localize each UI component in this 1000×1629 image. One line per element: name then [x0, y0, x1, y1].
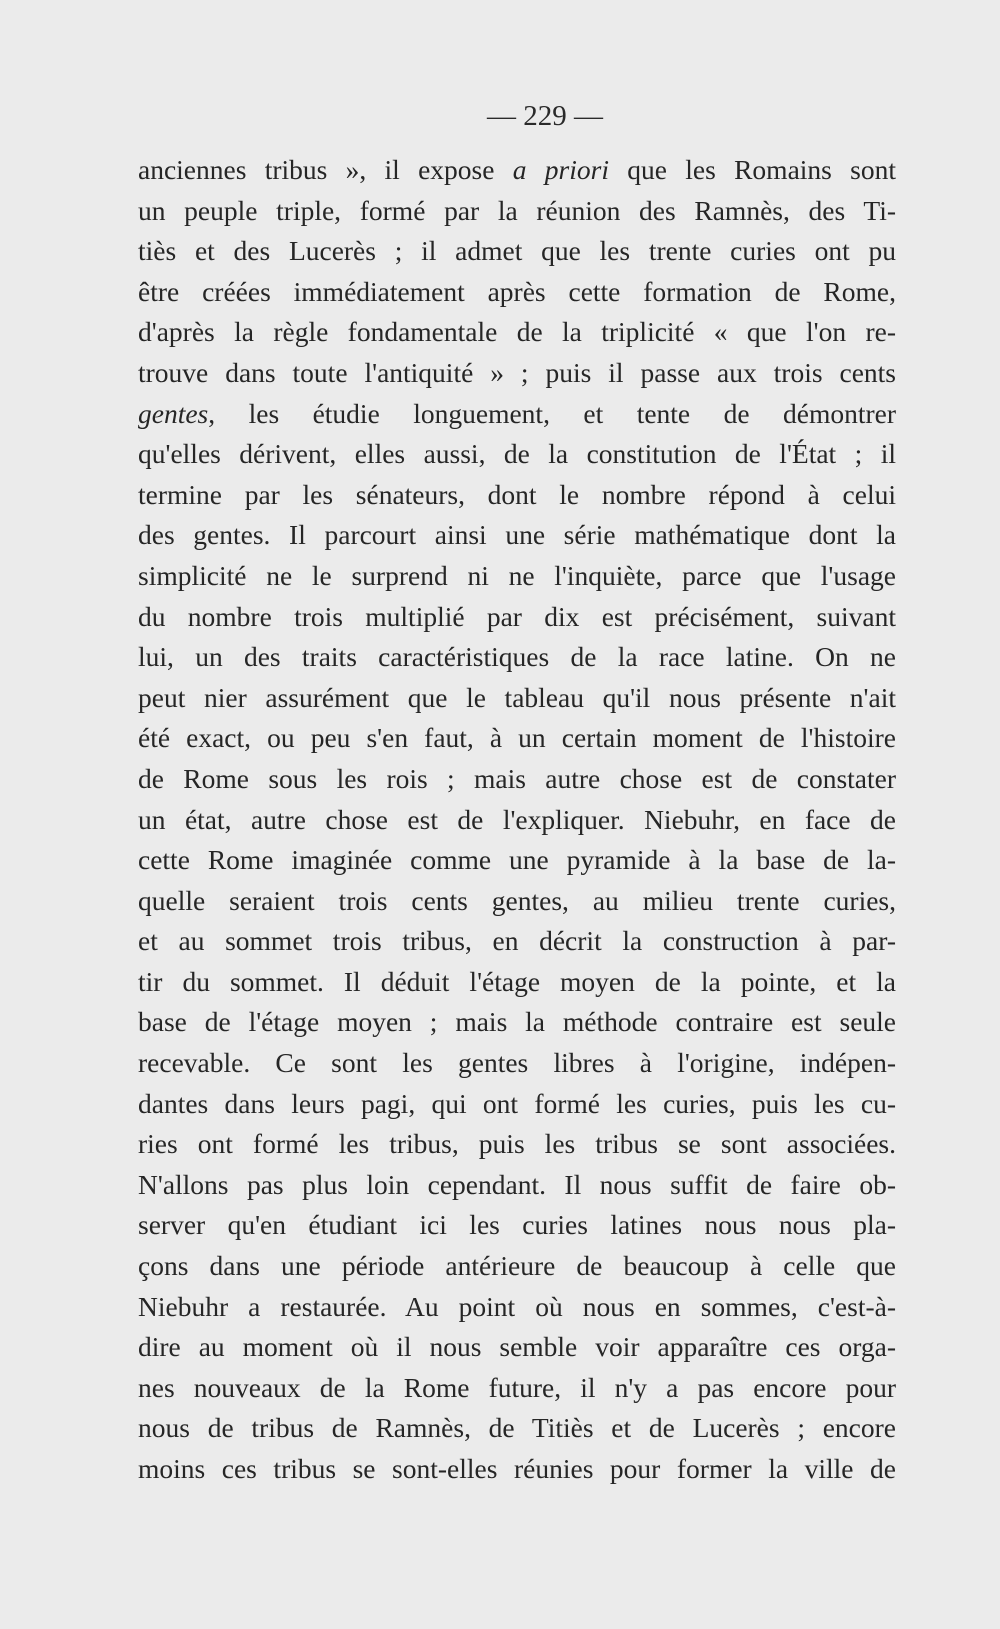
text-line: Niebuhr a restaurée. Au point où nous en sommes, c'est-à-	[138, 1290, 896, 1322]
text-line: anciennes tribus », il expose a priori que les Romains sont	[138, 154, 896, 185]
body-paragraph	[138, 150, 896, 1490]
page-number: — 229 —	[487, 100, 603, 132]
text-line: gentes, les étudie longuement, et tente de démontrer	[138, 397, 896, 429]
text-line: été exact, ou peu s'en faut, à un certain moment de l'histoire	[138, 722, 896, 754]
text-line: et au sommet trois tribus, en décrit la construction à par-	[138, 925, 896, 957]
text-line: un état, autre chose est de l'expliquer. Niebuhr, en face de	[138, 803, 896, 835]
text-line: server qu'en étudiant ici les curies latines nous nous pla-	[138, 1209, 896, 1241]
text-line: du nombre trois multiplié par dix est précisément, suivant	[138, 600, 896, 632]
text-line: être créées immédiatement après cette formation de Rome,	[138, 275, 896, 307]
text-line: un peuple triple, formé par la réunion des Ramnès, des Ti-	[138, 194, 896, 226]
text-line: de Rome sous les rois ; mais autre chose est de constater	[138, 762, 896, 794]
text-line: nes nouveaux de la Rome future, il n'y a pas encore pour	[138, 1371, 896, 1403]
text-line: trouve dans toute l'antiquité » ; puis il passe aux trois cents	[138, 356, 896, 388]
text-line: simplicité ne le surprend ni ne l'inquiète, parce que l'usage	[138, 559, 896, 591]
text-line: des gentes. Il parcourt ainsi une série mathématique dont la	[138, 519, 896, 551]
text-line: recevable. Ce sont les gentes libres à l'origine, indépen-	[138, 1047, 896, 1079]
text-line: cette Rome imaginée comme une pyramide à la base de la-	[138, 844, 896, 876]
text-line: dire au moment où il nous semble voir apparaître ces orga-	[138, 1331, 896, 1363]
text-line: termine par les sénateurs, dont le nombre répond à celui	[138, 478, 896, 510]
text-line: nous de tribus de Ramnès, de Titiès et de Lucerès ; encore	[138, 1412, 896, 1444]
text-line: d'après la règle fondamentale de la triplicité « que l'on re-	[138, 316, 896, 348]
text-line: ries ont formé les tribus, puis les tribus se sont associées.	[138, 1128, 896, 1160]
text-line: N'allons pas plus loin cependant. Il nous suffit de faire ob-	[138, 1168, 896, 1200]
text-line: peut nier assurément que le tableau qu'il nous présente n'ait	[138, 681, 896, 713]
text-line: quelle seraient trois cents gentes, au milieu trente curies,	[138, 884, 896, 916]
text-line: qu'elles dérivent, elles aussi, de la constitution de l'État ; il	[138, 438, 896, 470]
text-line: çons dans une période antérieure de beaucoup à celle que	[138, 1250, 896, 1282]
text-line: tir du sommet. Il déduit l'étage moyen de la pointe, et la	[138, 965, 896, 997]
text-line: tiès et des Lucerès ; il admet que les trente curies ont pu	[138, 235, 896, 267]
text-line: lui, un des traits caractéristiques de la race latine. On ne	[138, 641, 896, 673]
text-line: moins ces tribus se sont-elles réunies pour former la ville de	[138, 1453, 896, 1484]
text-line: dantes dans leurs pagi, qui ont formé les curies, puis les cu-	[138, 1087, 896, 1119]
text-line: base de l'étage moyen ; mais la méthode contraire est seule	[138, 1006, 896, 1038]
